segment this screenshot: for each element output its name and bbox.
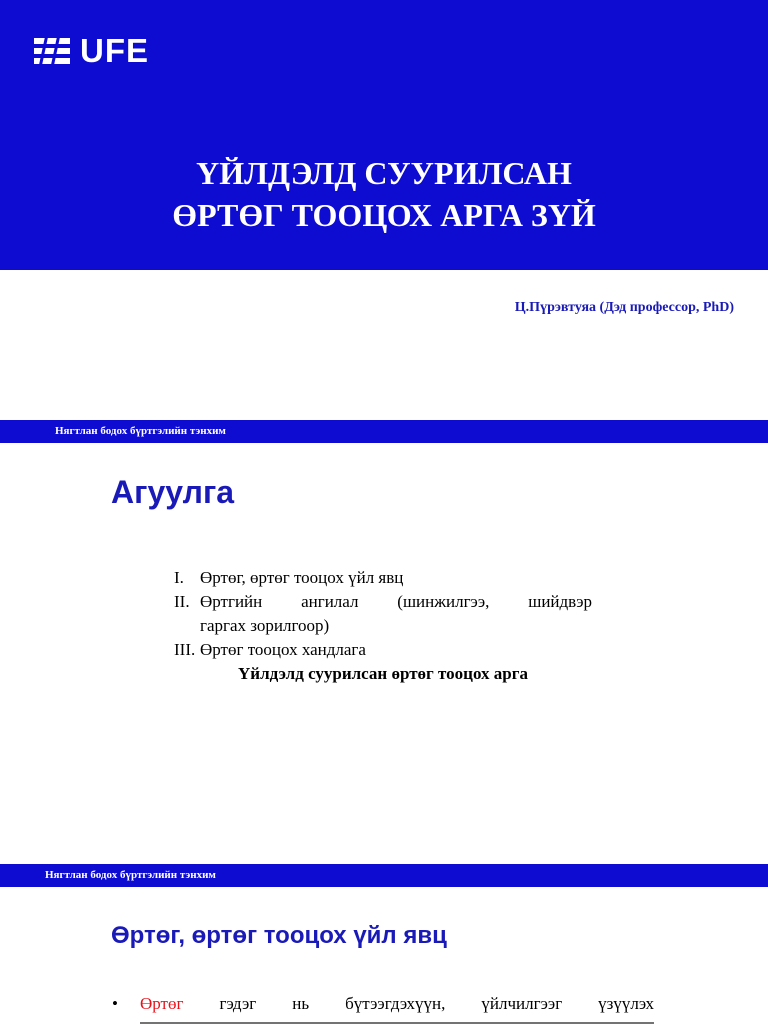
bullet-icon: • xyxy=(112,994,118,1013)
toc-subitem: Үйлдэлд суурилсан өртөг тооцох арга xyxy=(238,664,528,683)
toc-number: II. xyxy=(174,592,190,611)
toc-number: III. xyxy=(174,640,196,659)
bullet-body: гэдэг нь бүтээгдэхүүн, үйлчилгээг үзүүлэх xyxy=(219,994,655,1013)
contents-title: Агуулга xyxy=(111,474,235,510)
toc-number: I. xyxy=(174,568,184,587)
department-footer-band xyxy=(0,864,768,887)
department-label: Нягтлан бодох бүртгэлийн тэнхим xyxy=(55,425,226,437)
logo-text: UFE xyxy=(80,32,149,69)
title-slide-banner xyxy=(0,0,768,270)
clipped-text-line xyxy=(140,1016,654,1024)
ufe-logo-icon xyxy=(34,34,72,68)
bullet-text xyxy=(140,992,654,1016)
definition-bullet xyxy=(112,992,654,1016)
toc-text: Өртгийн ангилал (шинжилгээ, шийдвэр xyxy=(200,592,592,611)
toc-item-3 xyxy=(174,638,592,662)
section-title: Өртөг, өртөг тооцох үйл явц xyxy=(111,922,447,949)
ufe-logo xyxy=(34,34,149,68)
department-label: Нягтлан бодох бүртгэлийн тэнхим xyxy=(45,869,216,881)
contents-list xyxy=(174,566,592,686)
title-line-2: ӨРТӨГ ТООЦОХ АРГА ЗҮЙ xyxy=(172,197,596,233)
toc-text: Өртөг тооцох хандлага xyxy=(200,640,366,659)
toc-item-1 xyxy=(174,566,592,590)
author-name: Ц.Пүрэвтуяа (Дэд профессор, PhD) xyxy=(514,300,734,315)
toc-item-2 xyxy=(174,590,592,614)
toc-text: Өртөг, өртөг тооцох үйл явц xyxy=(200,568,404,587)
presentation-title xyxy=(0,152,768,236)
toc-item-2-continuation: гаргах зорилгоор) xyxy=(200,616,330,635)
term-highlight: Өртөг xyxy=(140,994,184,1013)
title-line-1: ҮЙЛДЭЛД СУУРИЛСАН xyxy=(196,155,572,191)
department-footer-band xyxy=(0,420,768,443)
